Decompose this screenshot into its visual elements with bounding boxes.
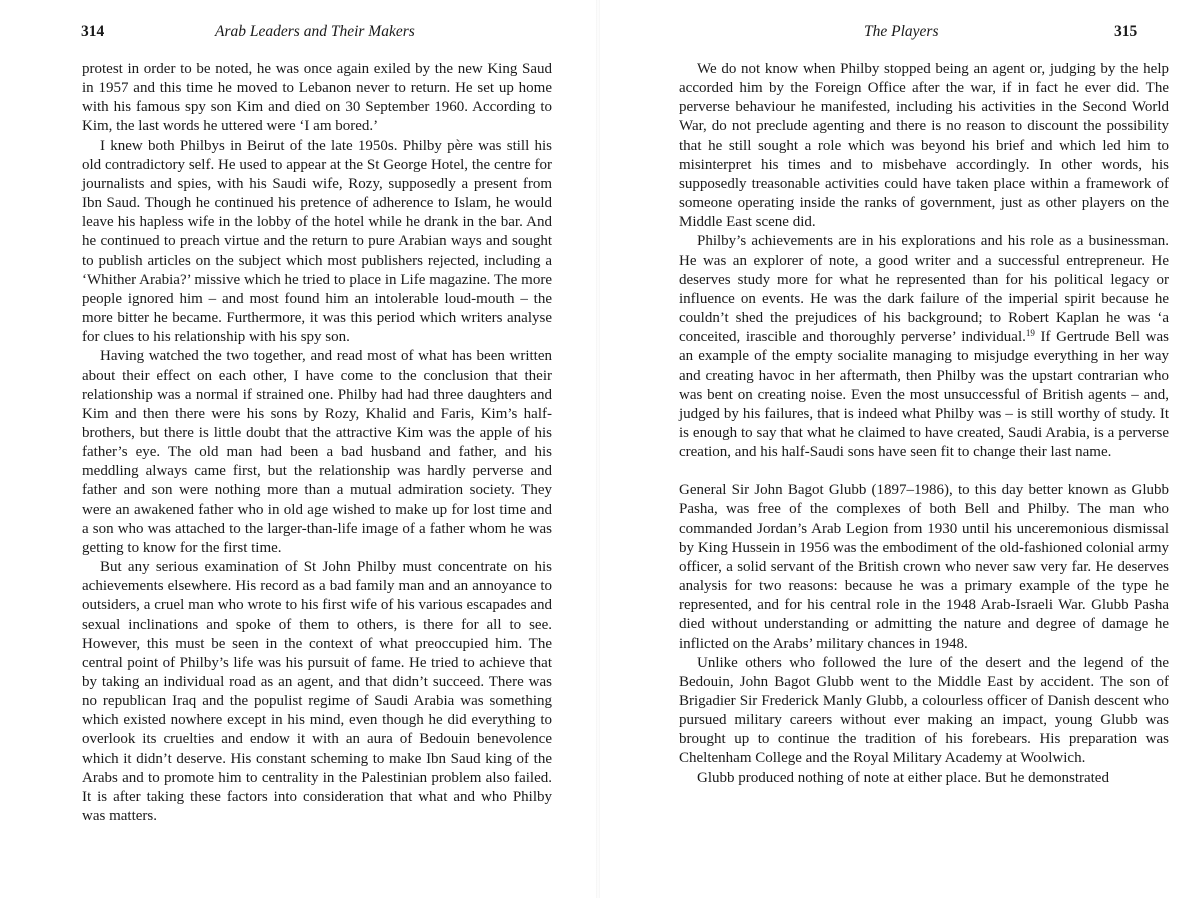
page-number: 315 [1114,23,1138,40]
paragraph: Unlike others who followed the lure of the desert and the legend of the Bedouin, John Bagot Glubb went to the Middle East by accident. The son of Brigadier Sir Frederick Manly Glubb, a colourless officer of Danish descent who pursued military careers without ever making an impact, young Glubb was brought up to continue the tradition of his forebears. His preparation was Cheltenham College and the Royal Military Academy at Woolwich. [679,654,1169,767]
paragraph: protest in order to be noted, he was once again exiled by the new King Saud in 1957 and this time he moved to Lebanon never to return. He set up home with his famous spy son Kim and died on 30 September 1960. According to Kim, the last words he uttered were ‘I am bored.’ [82,61,552,135]
right-page-body [679,60,1169,788]
paragraph: I knew both Philbys in Beirut of the late 1950s. Philby père was still his old contradictory self. He used to appear at the St George Hotel, the centre for journalists and spies, with his Saudi wife, Rozy, supposedly a present from Ibn Saud. Though he continued his pretence of adherence to Islam, he would leave his hapless wife in the lobby of the hotel while he drank in the bar. And he continued to preach virtue and the return to pure Arabian ways and sought to publish articles on the subject which most publishers rejected, including a ‘Whither Arabia?’ missive which he tried to place in Life magazine. The more people ignored him – and most found him an intolerable loud-mouth – the more bitter he became. Furthermore, it was this period which writers analyse for clues to his relationship with his spy son. [82,137,552,346]
paragraph: Glubb produced nothing of note at either place. But he demonstrated [697,769,1109,786]
paragraph-continuation: If Gertrude Bell was an example of the empty socialite managing to misjudge everything in her way and creating havoc in her aftermath, then Philby was the upstart contrarian who was bent on creating noise. Even the most unsuccessful of British agents – and, judged by his failures, that is indeed what Philby was – is still worthy of study. It is enough to say that what he claimed to have created, Saudi Arabia, is a perverse creation, and his half-Saudi sons have seen fit to change their last name. [679,329,1170,461]
paragraph: We do not know when Philby stopped being an agent or, judging by the help accorded him by the Foreign Office after the war, if in fact he ever did. The perverse behaviour he manifested, including his activities in the Second World War, do not preclude agenting and there is no reason to discount the possibility that he still sought a role which was beyond his brief and which led him to misinterpret his times and to misbehave accordingly. In other words, his supposedly treasonable activities could have taken place within a framework of someone operating inside the ranks of government, just as other players on the Middle East scene did. [679,61,1169,231]
page-number: 314 [81,23,105,40]
paragraph-with-footnote [679,232,1169,462]
paragraph: Having watched the two together, and read most of what has been written about their effect on each other, I have come to the conclusion that their relationship was a normal if strained one. Philby had had three daughters and Kim and then there were his sons by Rozy, Khalid and Faris, Kim’s half-brothers, but there is little doubt that the attractive Kim was the apple of his father’s eye. The old man had been a bad husband and father, and his meddling always came first, but the relationship was hardly perverse and father and son were nothing more than a mutual admiration society. They were an awakened father who in old age wished to make up for lost time and a son who was attached to the larger-than-life image of a father whom he was getting to know for the first time. [82,348,552,556]
footnote-marker[interactable]: 19 [1025,328,1035,339]
running-head-title: Arab Leaders and Their Makers [215,23,415,40]
paragraph: But any serious examination of St John Philby must concentrate on his achievements elsewhere. His record as a bad family man and an annoyance to outsiders, a cruel man who wrote to his first wife of his various escapades and sexual inclinations and spoke of them to others, is there for all to see. However, this must be seen in the context of what preoccupied him. The central point of Philby’s life was his pursuit of fame. He tried to achieve that by taking an individual road as an agent, and that didn’t succeed. There was no republican Iraq and the populist regime of Saudi Arabia was something which existed nowhere except in his mind, even though he did everything to overlook its cruelties and endow it with an aura of Bedouin benevolence which it didn’t deserve. His constant scheming to make Ibn Saud king of the Arabs and to promote him to centrality in the Palestinian problem also failed. It is after taking these factors into consideration that what and who Philby was matters. [82,559,552,825]
left-page-body [82,60,552,826]
right-page [598,0,1195,898]
paragraph-text: Philby’s achievements are in his explorations and his role as a businessman. He was an explorer of note, a good writer and a successful entrepreneur. He deserves study more for what he represented than for his political legacy or influence on events. He was the dark failure of the imperial spirit because he couldn’t shed the prejudices of his background; to Robert Kaplan he was ‘a conceited, irascible and thoroughly perverse’ individual. [679,233,1169,346]
paragraph: General Sir John Bagot Glubb (1897–1986), to this day better known as Glubb Pasha, was free of the complexes of both Bell and Philby. The man who commanded Jordan’s Arab Legion from 1930 until his unceremonious dismissal by King Hussein in 1956 was the embodiment of the old-fashioned colonial army officer, a solid servant of the British crown who never saw very far. He deserves analysis for two reasons: because he was a primary example of the type he represented, and for his central role in the 1948 Arab-Israeli War. Glubb Pasha died without understanding or admitting the nature and degree of damage he inflicted on the Arabs’ military chances in 1948. [679,482,1169,652]
running-head-title: The Players [864,23,939,40]
